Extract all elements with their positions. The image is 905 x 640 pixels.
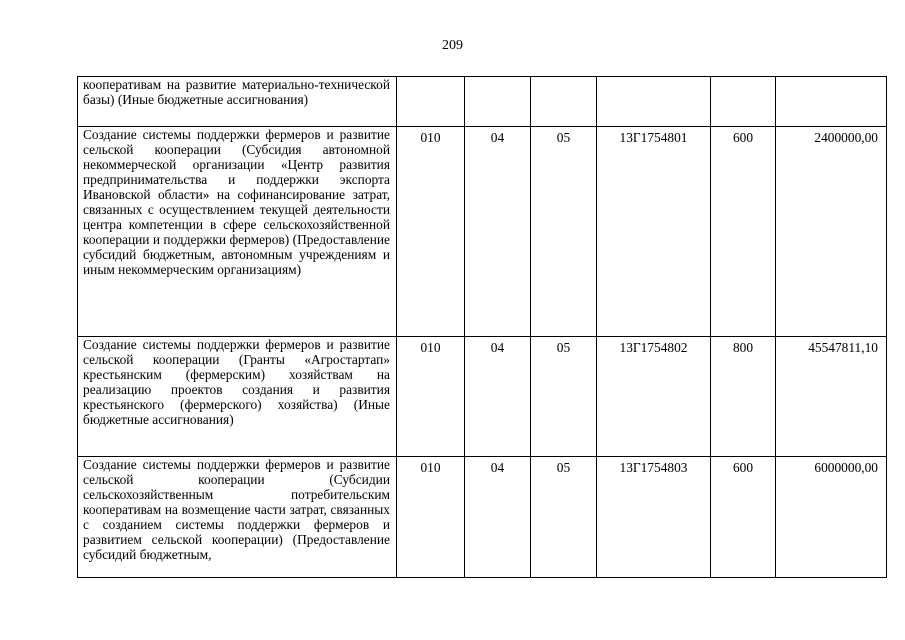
expense-type-code: 800 bbox=[711, 337, 776, 457]
row-description: Создание системы поддержки фермеров и развитие сельской кооперации (Субсидии сельскохозяйственным потребительским кооперативам на возмещение части затрат, связанных с созданием системы поддержки фермеров и развитием сельской кооперации) (Предоставление субсидий бюджетным, bbox=[78, 457, 397, 578]
subsection-code: 05 bbox=[531, 337, 597, 457]
amount: 6000000,00 bbox=[776, 457, 887, 578]
table-row bbox=[78, 77, 887, 127]
expense-type-code bbox=[711, 77, 776, 127]
section-code: 04 bbox=[465, 337, 531, 457]
target-article-code: 13Г1754803 bbox=[597, 457, 711, 578]
amount: 45547811,10 bbox=[776, 337, 887, 457]
subsection-code bbox=[531, 77, 597, 127]
table-row bbox=[78, 127, 887, 337]
expense-type-code: 600 bbox=[711, 457, 776, 578]
ministry-code bbox=[397, 77, 465, 127]
row-description: кооперативам на развитие материально-технической базы) (Иные бюджетные ассигнования) bbox=[78, 77, 397, 127]
amount bbox=[776, 77, 887, 127]
ministry-code: 010 bbox=[397, 337, 465, 457]
row-description: Создание системы поддержки фермеров и развитие сельской кооперации (Гранты «Агростартап» крестьянским (фермерским) хозяйствам на реализацию проектов создания и развития крестьянского (фермерского) хозяйства) (Иные бюджетные ассигнования) bbox=[78, 337, 397, 457]
section-code bbox=[465, 77, 531, 127]
subsection-code: 05 bbox=[531, 127, 597, 337]
target-article-code: 13Г1754802 bbox=[597, 337, 711, 457]
ministry-code: 010 bbox=[397, 127, 465, 337]
target-article-code bbox=[597, 77, 711, 127]
expense-type-code: 600 bbox=[711, 127, 776, 337]
budget-table bbox=[77, 76, 887, 578]
table-row bbox=[78, 337, 887, 457]
ministry-code: 010 bbox=[397, 457, 465, 578]
section-code: 04 bbox=[465, 457, 531, 578]
page-number: 209 bbox=[442, 38, 463, 53]
section-code: 04 bbox=[465, 127, 531, 337]
table-row bbox=[78, 457, 887, 578]
target-article-code: 13Г1754801 bbox=[597, 127, 711, 337]
row-description: Создание системы поддержки фермеров и развитие сельской кооперации (Субсидия автономной некоммерческой организации «Центр развития предпринимательства и поддержки экспорта Ивановской области» на софинансирование затрат, связанных с осуществлением текущей деятельности центра компетенции в сфере сельскохозяйственной кооперации и поддержки фермеров) (Предоставление субсидий бюджетным, автономным учреждениям и иным некоммерческим организациям) bbox=[78, 127, 397, 337]
subsection-code: 05 bbox=[531, 457, 597, 578]
amount: 2400000,00 bbox=[776, 127, 887, 337]
